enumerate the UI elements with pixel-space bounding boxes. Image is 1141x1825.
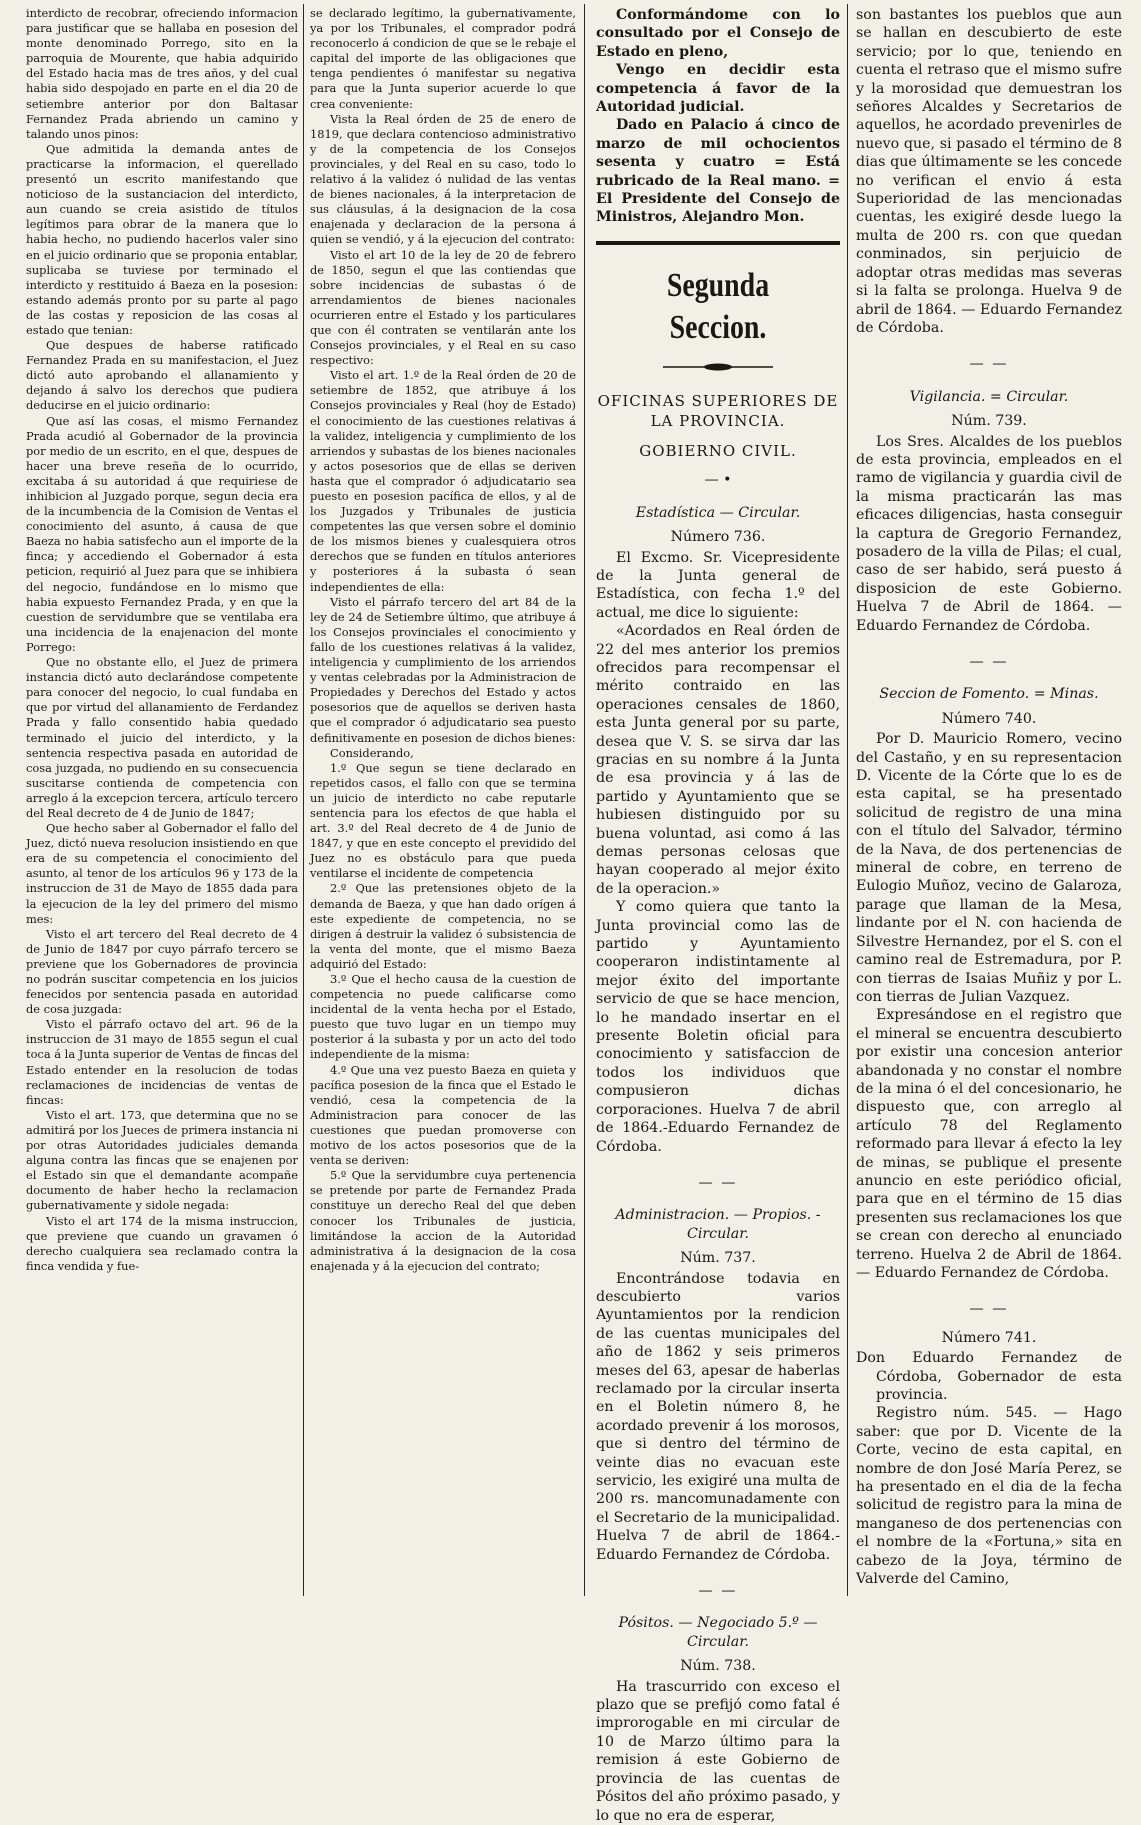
- column-rule: [584, 4, 585, 1596]
- paragraph: 3.º Que el hecho causa de la cuestion de competencia no puede calificarse como incidental de la venta hecha por el Estado, puesto que tuvo lugar en un tiempo muy posterior á la subasta y por un acto del todo independiente de la misma:: [310, 972, 576, 1062]
- paragraph: Visto el art 10 de la ley de 20 de febrero de 1850, segun el que las contiendas que sobre incidencias de subastas ó de arrendamientos de bienes nacionales ocurrieren entre el Estado y los particulares que con él contraten se ventilarán ante los Consejos provinciales, y el Real en su caso respectivo:: [310, 247, 576, 368]
- paragraph: Por D. Mauricio Romero, vecino del Castaño, y en su representacion D. Vicente de la Córte que lo es de esta capital, se ha presentado solicitud de registro de una mina con el título del Salvador, término de la Nava, de dos pertenencias de mineral de cobre, en terreno de Eulogio Muñoz, vecino de Galaroza, parage que llaman de la Mesa, lindante por el N. con hacienda de Silvestre Hernandez, por el S. con el camino real de Estremadura, por P. con tierras de Isaias Muñiz y por L. con tierras de Julian Vazquez.: [856, 731, 1122, 1005]
- separator: — —: [969, 356, 1009, 373]
- notice-heading: Pósitos. — Negociado 5.º — Circular.: [618, 1615, 818, 1650]
- paragraph: Visto el art. 173, que determina que no se admitirá por los Jueces de primera instancia ni por otras Autoridades judiciales demanda alguna contra las fincas que se enajenen por el Estado sin que el demandante acompañe documento de haber hecho la reclamacion gubernativamente y sidole negada:: [26, 1107, 298, 1213]
- paragraph: Registro núm. 545. — Hago saber: que por D. Vicente de la Corte, vecino de esta capital, en nombre de don José María Perez, se ha presentado en el dia de la fecha solicitud de registro para la mina de manganeso de dos pertenencias con el nombre de la «Fortuna,» sita en cabezo de la Joya, término de Valverde del Camino,: [856, 1405, 1122, 1588]
- paragraph: 2.º Que las pretensiones objeto de la demanda de Baeza, y que han dado orígen á este expediente de competencia, no se dirigen á destruir la validez ó subsistencia de la venta del monte, que el mismo Baeza adquirió del Estado:: [310, 881, 576, 971]
- paragraph: «Acordados en Real órden de 22 del mes anterior los premios ofrecidos para recompensar el mérito contraido en las operaciones censales de 1860, esta Junta general por su parte, desea que V. S. se sirva dar las gracias en su nombre á la Junta de esa provincia y á las de partido y Ayuntamiento que se hubiesen distinguido por su buena voluntad, asi como á las demas personas celosas que hayan cooperado al mejor éxito de la operacion.»: [596, 623, 840, 897]
- paragraph: son bastantes los pueblos que aun se hallan en descubierto de este servicio; por lo que, teniendo en cuenta el retraso que el mismo sufre y la morosidad que demuestran los señores Alcaldes y Secretarios de aquellos, he acordado prevenirles de nuevo que, si pasado el término de 8 dias que últimamente se les concede no verifican el envio á esta Superioridad de las mencionadas cuentas, les exigiré desde luego la multa de 200 rs. con que quedan conminados, sin perjuicio de adoptar otras medidas mas severas si la falta se prolonga. Huelva 9 de abril de 1864. — Eduardo Fernandez de Córdoba.: [856, 7, 1122, 336]
- paragraph: Vengo en decidir esta competencia á favor de la Autoridad judicial.: [596, 62, 840, 116]
- paragraph: interdicto de recobrar, ofreciendo informacion para justificar que se hallaba en posesion del monte denominado Porrego, sito en la parroquia de Mourente, que habia adquirido del Estado hacia mas de tres años, y del cual habia sido despojado en parte en el dia 20 de setiembre anterior por don Baltasar Fernandez Prada abriendo un camino y talando unos pinos:: [26, 6, 298, 141]
- paragraph: 5.º Que la servidumbre cuya pertenencia se pretende por parte de Fernandez Prada constituye un derecho Real del que deben conocer los Tribunales de justicia, limitándose la accion de la Autoridad administrativa á la designacion de la cosa enajenada y á la ejecucion del contrato;: [310, 1168, 576, 1273]
- paragraph: Visto el párrafo octavo del art. 96 de la instruccion de 31 mayo de 1855 segun el cual toca á la Junta superior de Ventas de fincas del Estado entender en la resolucion de todas reclamaciones de incidencias de ventas de fincas:: [26, 1017, 298, 1107]
- separator: — —: [698, 1174, 738, 1191]
- paragraph: Visto el art. 1.º de la Real órden de 20 de setiembre de 1852, que atribuye á los Consejos provinciales y Real (hoy de Estado) el conocimiento de las cuestiones relativas á la validez, inteligencia y cumplimiento de los arriendos y subastas de los bienes nacionales y actos posesorios que de ellas se deriven hasta que el comprador ó adjudicatario sea puesto en posesion pacífica de ellos, y al de los Juzgados y Tribunales de justicia competentes las que versen sobre el dominio de los mismos bienes y cualesquiera otros derechos que se funden en títulos anteriores y posteriores á la subasta ó sean independientes de ella:: [310, 368, 576, 594]
- paragraph: Que así las cosas, el mismo Fernandez Prada acudió al Gobernador de la provincia por medio de un escrito, en el que, despues de hacer una breve reseña de lo ocurrido, excitaba á su autoridad á que requiriese de inhibicion al Juzgado porque, segun decia era de la incumbencia de la Comision de Ventas el conocimiento del asunto, á causa de que Baeza no habia satisfecho aun el importe de la finca; y accediendo el Gobernador á esta peticion, requirió al Juez para que se inhibiera del negocio, fundándose en lo mismo que habia expuesto Fernandez Prada, y en que la cuestion de servidumbre que se ventilaba era una incidencia de la enajenacion del monte Porrego:: [26, 413, 298, 654]
- separator: — —: [969, 1301, 1009, 1318]
- notice-heading: Vigilancia. = Circular.: [909, 388, 1069, 405]
- paragraph: se declarado legítimo, la gubernativamente, ya por los Tribunales, el comprador podrá reconocerlo á condicion de que se le rebaje el capital del importe de las obligaciones que tenga pendientes ó manifestar su negativa para que la Junta superior acuerde lo que crea conveniente:: [310, 6, 576, 111]
- column-3: [596, 6, 840, 1824]
- paragraph: 4.º Que una vez puesto Baeza en quieta y pacífica posesion de la finca que el Estado le vendió, cesa la competencia de la Administracion para conocer de las cuestiones que puedan promoverse con motivo de los actos posesorios que de la venta se deriven:: [310, 1062, 576, 1168]
- section-title: Segunda Seccion.: [666, 266, 770, 346]
- paragraph: Dado en Palacio á cinco de marzo de mil ochocientos sesenta y cuatro = Está rubricado de la Real mano. = El Presidente del Consejo de Ministros, Alejandro Mon.: [596, 117, 840, 226]
- ornament-divider: [596, 359, 840, 377]
- small-divider: — •: [704, 472, 732, 489]
- notice-heading: Estadística — Circular.: [635, 504, 801, 521]
- paragraph: Visto el art tercero del Real decreto de 4 de Junio de 1847 por cuyo párrafo tercero se previene que los Gobernadores de provincia no podrán suscitar competencia en los juicios fenecidos por sentencia pasada en autoridad de cosa juzgada:: [26, 926, 298, 1017]
- section-divider: [596, 241, 840, 245]
- column-rule: [303, 4, 304, 1596]
- paragraph: Y como quiera que tanto la Junta provincial como las de partido y Ayuntamiento cooperaron indistintamente al mejor éxito del importante servicio de que se hace mencion, lo he mandado insertar en el presente Boletin oficial para conocimiento y satisfaccion de todos los individuos que compusieron dichas corporaciones. Huelva 7 de abril de 1864.-Eduardo Fernandez de Córdoba.: [596, 899, 840, 1155]
- notice-number: Núm. 739.: [951, 413, 1027, 430]
- paragraph: Que no obstante ello, el Juez de primera instancia dictó auto declarándose competente para conocer del negocio, lo cual fundaba en que por virtud del allanamiento de Ferdandez Prada y fallo consentido habia quedado terminado el juicio del interdicto, y la sentencia respectiva pasada en autoridad de cosa juzgada, no pudiendo en su consecuencia suscitarse contienda de competencia con arreglo á la excepcion tercera, artículo tercero del Real decreto de 4 de Junio de 1847;: [26, 655, 298, 820]
- paragraph: Los Sres. Alcaldes de los pueblos de esta provincia, empleados en el ramo de vigilancia y guardia civil de la misma practicarán las mas eficaces diligencias, hasta conseguir la captura de Gregorio Fernandez, posadero de la villa de Pilas; el cual, caso de ser habido, será puesto á disposicion de este Gobierno. Huelva 7 de Abril de 1864. — Eduardo Fernandez de Córdoba.: [856, 433, 1122, 634]
- notice-number: Número 741.: [941, 1329, 1037, 1346]
- paragraph: Expresándose en el registro que el mineral se encuentra descubierto por existir una concesion anterior abandonada y no constar el nombre de la mina ó el del concesionario, he dispuesto que, con arreglo al artículo 78 del Reglamento reformado para llevar á efecto la ley de minas, se publique el presente anuncio en este periódico oficial, para que en el término de 15 dias presenten sus reclamaciones los que se crean con derecho al enunciado terreno. Huelva 2 de Abril de 1864. — Eduardo Fernandez de Córdoba.: [856, 1007, 1122, 1281]
- gov-heading: GOBIERNO CIVIL.: [639, 442, 797, 461]
- paragraph: Que despues de haberse ratificado Fernandez Prada en su manifestacion, el Juez dictó auto aprobando el allanamiento y dejando á salvo los derechos que pudiera deducirse en el juicio ordinario:: [26, 338, 298, 413]
- paragraph: Visto el art 174 de la misma instruccion, que previene que cuando un gravamen ó derecho cualquiera sea reclamado contra la finca vendida y fue-: [26, 1213, 298, 1273]
- paragraph: Considerando,: [330, 745, 414, 760]
- paragraph: Encontrándose todavia en descubierto varios Ayuntamientos por la rendicion de las cuentas municipales del año de 1862 y seis primeros meses del 63, apesar de haberlas reclamado por la circular inserta en el Boletin número 8, he acordado prevenir á los morosos, que si dentro del término de veinte dias no evacuan este servicio, les exigiré una multa de 200 rs. mancomunadamente con el Secretario de la municipalidad. Huelva 7 de abril de 1864.-Eduardo Fernandez de Córdoba.: [596, 1270, 840, 1563]
- paragraph: Que hecho saber al Gobernador el fallo del Juez, dictó nueva resolucion insistiendo en que era de su competencia el conocimiento del asunto, al tenor de los artículos 96 y 173 de la instruccion de 31 de Mayo de 1855 dada para la ejecucion de la ley del primero del mismo mes:: [26, 821, 298, 926]
- column-1: [26, 6, 298, 1596]
- paragraph: Que admitida la demanda antes de practicarse la informacion, el querellado presentó un escrito manifestando que noticioso de la sustanciacion del interdicto, aun cuando se creia asistido de títulos legítimos para obrar de la manera que lo habia hecho, no pudiendo hacerlos valer sino en el juicio ordinario que se proponia entablar, suplicaba se tuviese por terminado el interdicto y restituido á Baeza en la posesion: estando además pronto por su parte al pago de las costas y reposicion de las cosas al estado que tenian:: [26, 141, 298, 337]
- paragraph: Don Eduardo Fernandez de Córdoba, Gobernador de esta provincia.: [856, 1350, 1122, 1404]
- offices-heading: OFICINAS SUPERIORES DE LA PROVINCIA.: [597, 392, 839, 431]
- paragraph: Conformándome con lo consultado por el Consejo de Estado en pleno,: [596, 7, 840, 60]
- notice-number: Núm. 738.: [680, 1658, 756, 1675]
- notice-number: Número 740.: [941, 710, 1037, 727]
- separator: — —: [698, 1583, 738, 1600]
- notice-heading: Seccion de Fomento. = Minas.: [879, 686, 1099, 703]
- column-2: [310, 6, 576, 1596]
- paragraph: Vista la Real órden de 25 de enero de 1819, que declara contencioso administrativo y de la competencia de los Consejos provinciales, y del Real en su caso, todo lo relativo á la validez ó nulidad de las ventas de bienes nacionales, á la interpretacion de sus cláusulas, á la designacion de la cosa enajenada y declaracion de la persona á quien se vendió, y á la ejecucion del contrato:: [310, 111, 576, 247]
- paragraph: Ha trascurrido con exceso el plazo que se prefijó como fatal é improrogable en mi circular de 10 de Marzo último para la remision á este Gobierno de provincia de las cuentas de Pósitos del año próximo pasado, y lo que no era de esperar,: [596, 1678, 840, 1824]
- ornament-icon: [663, 362, 773, 372]
- column-4: [856, 6, 1122, 1596]
- paragraph: Visto el párrafo tercero del art 84 de la ley de 24 de Setiembre último, que atribuye á los Consejos provinciales el conocimiento y fallo de los cuestiones relativas á la validez, inteligencia y cumplimiento de los arriendos y ventas celebradas por la Administracion de Propiedades y Derechos del Estado y actos posesorios que de aquellos se deriven hasta que el comprador ó adjudicatario sea puesto definitivamente en posesion de dichos bienes:: [310, 594, 576, 745]
- separator: — —: [969, 654, 1009, 670]
- paragraph: El Excmo. Sr. Vicepresidente de la Junta general de Estadística, con fecha 1.º del actual, me dice lo siguiente:: [596, 549, 840, 621]
- column-rule: [847, 4, 848, 1596]
- notice-number: Núm. 737.: [680, 1250, 756, 1267]
- paragraph: 1.º Que segun se tiene declarado en repetidos casos, el fallo con que se termina un juicio de interdicto no cabe reputarle sentencia para los efectos de que habla el art. 3.º del Real decreto de 4 de Junio de 1847, y que en este concepto el previdido del Juez no es obstáculo para que pueda ventilarse el incidente de competencia: [310, 760, 576, 881]
- notice-heading: Administracion. — Propios. - Circular.: [615, 1207, 821, 1242]
- notice-number: Número 736.: [670, 529, 766, 546]
